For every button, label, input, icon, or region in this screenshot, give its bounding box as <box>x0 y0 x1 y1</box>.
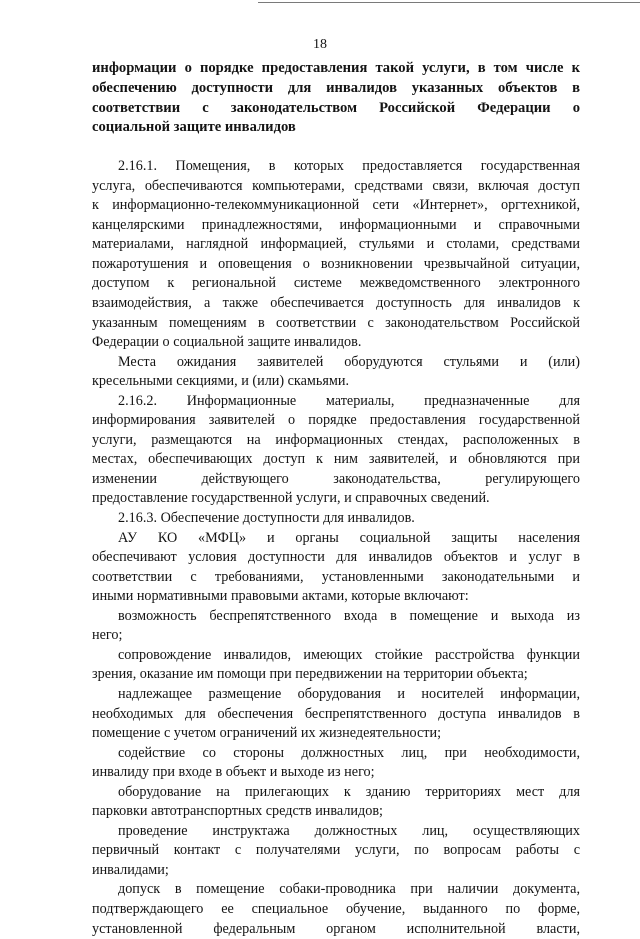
paragraph-line: оборудование на прилегающих к зданию территориях мест для <box>118 783 580 800</box>
paragraph-line: инвалиду при входе в объект и выходе из него; <box>92 764 375 781</box>
heading-line: социальной защите инвалидов <box>92 119 296 136</box>
paragraph <box>92 783 580 822</box>
paragraph-line: 2.16.1. Помещения, в которых предоставляется государственная <box>118 158 580 175</box>
paragraph-line: услуги, размещаются на информационных стендах, расположенных в <box>92 431 580 448</box>
paragraph-line: обеспечивают условия доступности для инвалидов объектов и услуг в <box>92 549 580 566</box>
paragraph-line: сопровождение инвалидов, имеющих стойкие расстройства функции <box>118 646 580 663</box>
heading-line: обеспечению доступности для инвалидов указанных объектов в <box>92 79 580 96</box>
paragraph-line: указанным помещениям в соответствии с законодательством Российской <box>92 314 580 331</box>
paragraph <box>92 392 580 509</box>
paragraph-line: АУ КО «МФЦ» и органы социальной защиты населения <box>118 529 580 546</box>
section-heading <box>92 59 580 138</box>
paragraph-line: изменении действующего законодательства, регулирующего <box>92 470 580 487</box>
heading-line: соответствии с законодательством Российской Федерации о <box>92 99 580 116</box>
paragraph-line: предоставление государственной услуги, и справочных сведений. <box>92 490 490 507</box>
paragraph-line: 2.16.2. Информационные материалы, предназначенные для <box>118 392 580 409</box>
paragraph <box>92 685 580 744</box>
paragraph-line: него; <box>92 627 123 644</box>
paragraph-line: кресельными секциями, и (или) скамьями. <box>92 373 349 390</box>
page-number: 18 <box>313 37 327 52</box>
paragraph-line: Федерации о социальной защите инвалидов. <box>92 334 362 351</box>
paragraph <box>92 822 580 881</box>
paragraph-line: первичный контакт с получателями услуги, по вопросам работы с <box>92 842 580 859</box>
paragraph <box>92 607 580 646</box>
paragraph-line: зрения, оказание им помощи при передвижении на территории объекта; <box>92 666 528 683</box>
paragraph <box>92 646 580 685</box>
paragraph <box>92 880 580 939</box>
paragraph-line: услуга, обеспечиваются компьютерами, средствами связи, включая доступ <box>92 177 580 194</box>
paragraph-line: установленной федеральным органом исполнительной власти, <box>92 920 580 937</box>
paragraph-line: местах, обеспечивающих доступ к ним заявителей, и обновляются при <box>92 451 580 468</box>
paragraph-line: допуск в помещение собаки-проводника при наличии документа, <box>118 881 580 898</box>
paragraph-line: материалами, наглядной информацией, стульями и столами, средствами <box>92 236 580 253</box>
paragraph-line: к информационно-телекоммуникационной сети «Интернет», оргтехникой, <box>92 197 580 214</box>
document-body <box>92 157 580 939</box>
paragraph-line: соответствии с требованиями, установленными законодательными и <box>92 568 580 585</box>
paragraph-line: доступом к региональной системе межведомственного электронного <box>92 275 580 292</box>
paragraph-line: подтверждающего ее специальное обучение, выданного по форме, <box>92 900 580 917</box>
paragraph-line: содействие со стороны должностных лиц, при необходимости, <box>118 744 580 761</box>
paragraph-line: надлежащее размещение оборудования и носителей информации, <box>118 685 580 702</box>
paragraph <box>92 509 580 529</box>
paragraph <box>92 157 580 352</box>
paragraph-line: информирования заявителей о порядке предоставления государственной <box>92 412 580 429</box>
paragraph <box>92 744 580 783</box>
paragraph-line: 2.16.3. Обеспечение доступности для инвалидов. <box>118 510 415 527</box>
paragraph-line: канцелярскими принадлежностями, информационными и справочными <box>92 216 580 233</box>
paragraph-line: возможность беспрепятственного входа в помещение и выхода из <box>118 607 580 624</box>
paragraph-line: иными нормативными правовыми актами, которые включают: <box>92 588 469 605</box>
paragraph-line: помещение с учетом ограничений их жизнедеятельности; <box>92 725 442 742</box>
paragraph-line: взаимодействия, а также обеспечивается доступность для инвалидов к <box>92 295 580 312</box>
heading-line: информации о порядке предоставления такой услуги, в том числе к <box>92 60 580 76</box>
paragraph-line: Места ожидания заявителей оборудуются стульями и (или) <box>118 353 580 370</box>
paragraph-line: необходимых для обеспечения беспрепятственного доступа инвалидов в <box>92 705 580 722</box>
paragraph-line: проведение инструктажа должностных лиц, осуществляющих <box>118 822 580 839</box>
paragraph-line: инвалидами; <box>92 861 169 878</box>
document-page <box>92 59 580 939</box>
paragraph <box>92 353 580 392</box>
paragraph-line: пожаротушения и оповещения о возникновении чрезвычайной ситуации, <box>92 255 580 272</box>
paragraph-line: парковки автотранспортных средств инвалидов; <box>92 803 383 820</box>
top-border-line <box>258 2 640 3</box>
paragraph <box>92 529 580 607</box>
